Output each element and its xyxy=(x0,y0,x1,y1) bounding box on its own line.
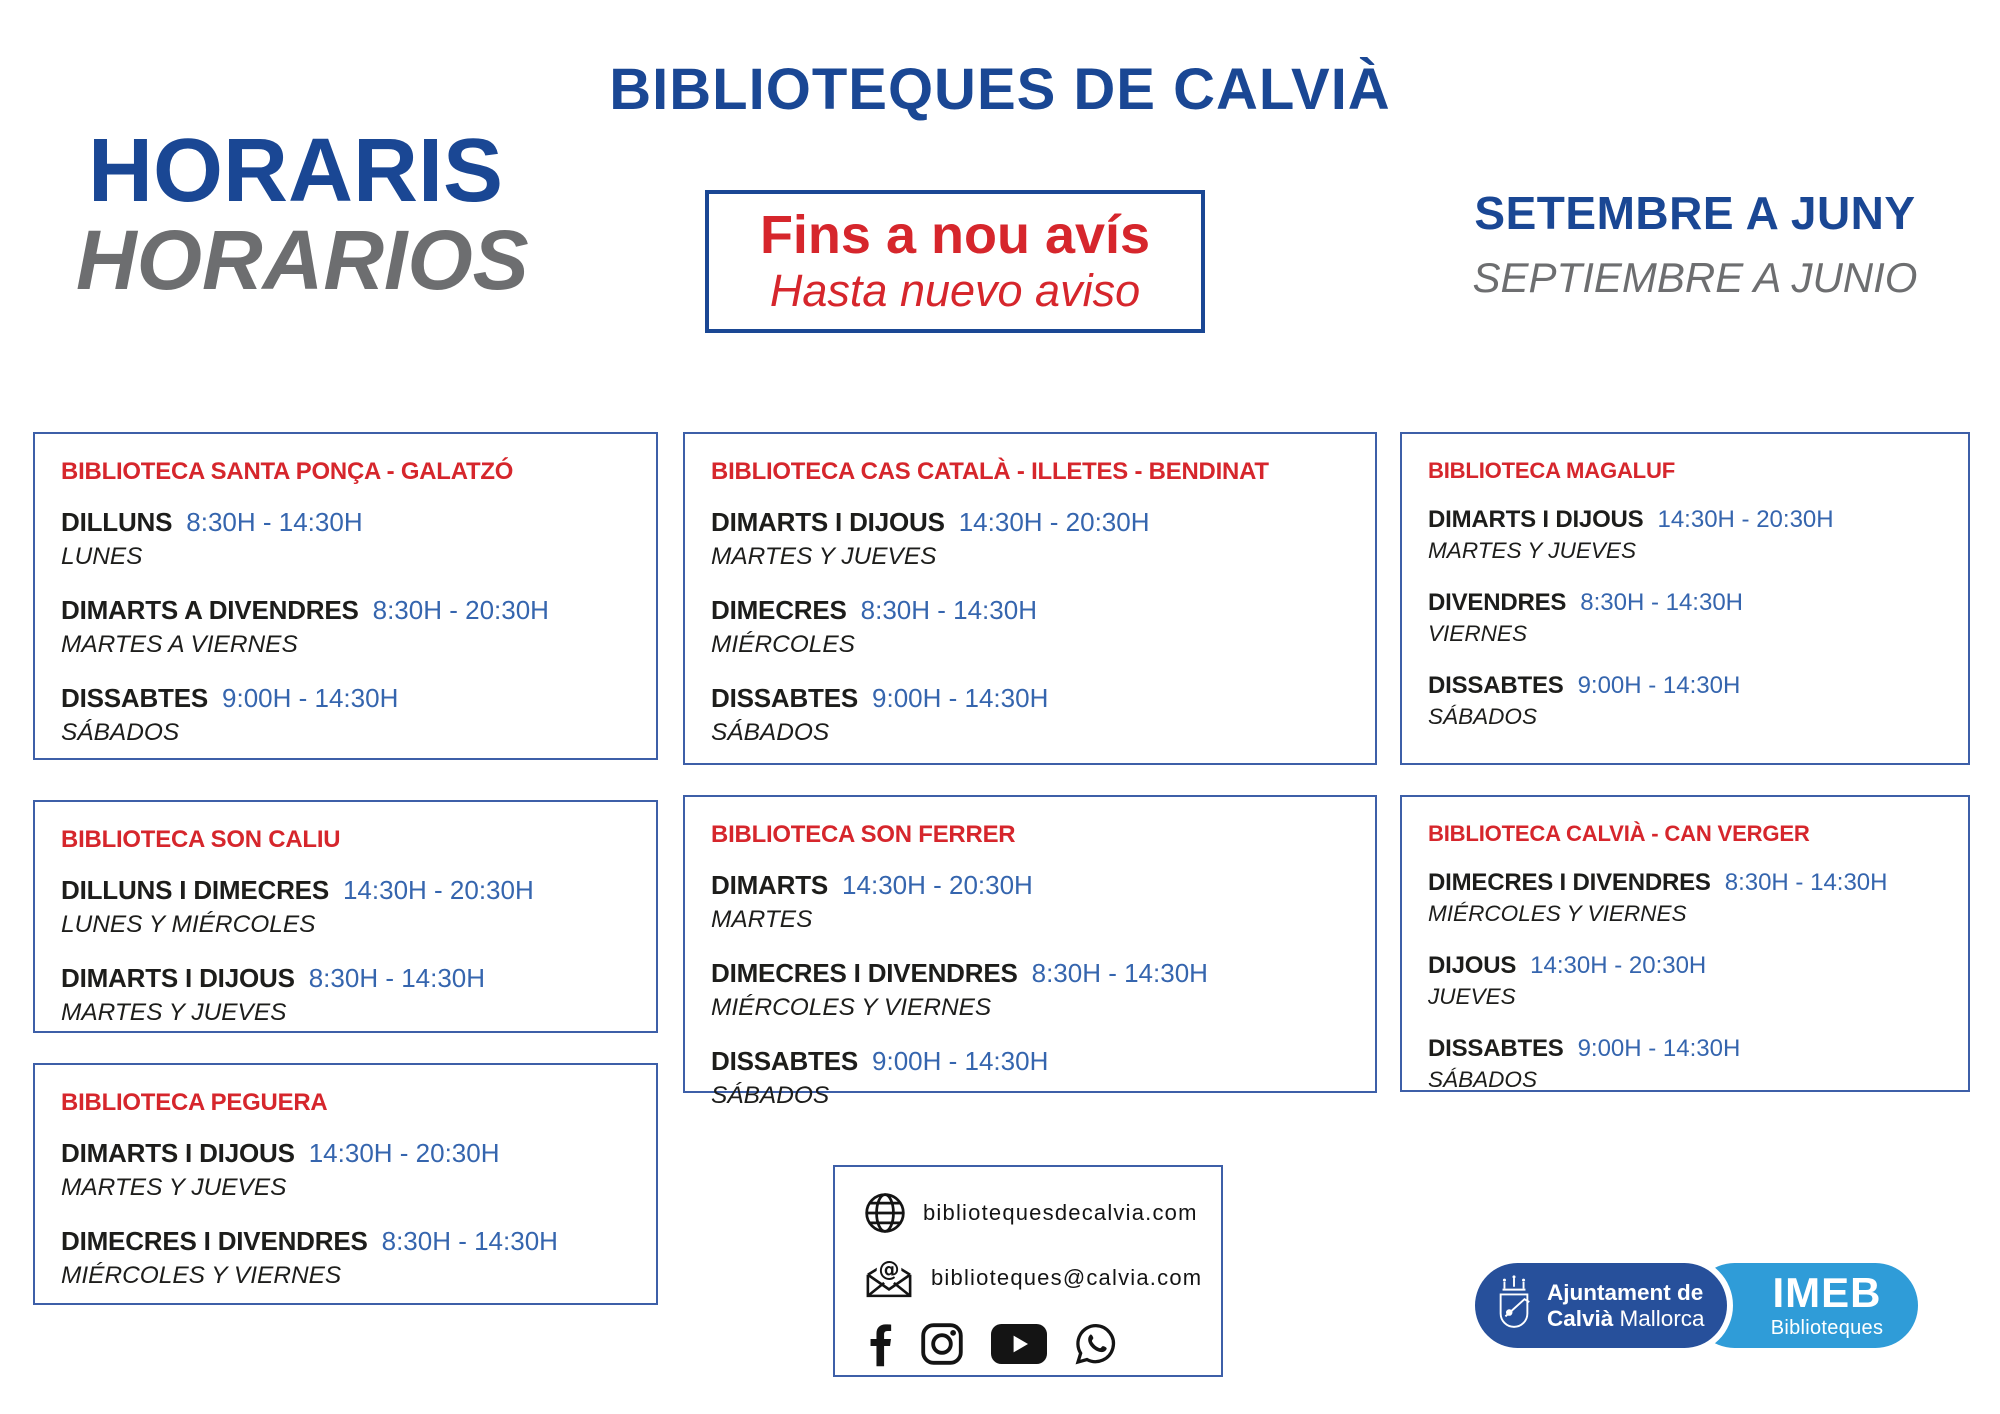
opening-hours: 8:30H - 20:30H xyxy=(372,594,549,625)
opening-hours: 9:00H - 14:30H xyxy=(1577,1035,1741,1063)
days-catalan: DISSABTES xyxy=(711,1045,859,1076)
coat-of-arms-icon xyxy=(1493,1274,1535,1337)
horaris-catalan: HORARIS xyxy=(88,121,504,221)
notice-catalan: Fins a nou avís xyxy=(759,204,1151,265)
schedule-line xyxy=(711,594,1365,628)
days-spanish: SÁBADOS xyxy=(1428,704,1538,730)
youtube-icon[interactable] xyxy=(991,1324,1047,1364)
days-spanish: MIÉRCOLES Y VIERNES xyxy=(61,1261,342,1289)
schedule-entry xyxy=(711,682,1365,747)
facebook-icon[interactable] xyxy=(867,1321,893,1367)
svg-text:@: @ xyxy=(878,1256,900,1282)
days-spanish: MIÉRCOLES xyxy=(711,630,855,658)
schedule-entry xyxy=(1428,587,1958,647)
days-catalan: DIMARTS A DIVENDRES xyxy=(61,594,359,625)
opening-hours: 8:30H - 14:30H xyxy=(1724,869,1888,896)
days-catalan: DISSABTES xyxy=(61,682,209,713)
library-box-magaluf xyxy=(1400,432,1970,765)
days-spanish: MARTES Y JUEVES xyxy=(711,542,937,570)
schedule-line xyxy=(1428,867,1958,898)
schedule-line xyxy=(61,682,646,716)
imeb-logo-subtitle: Biblioteques xyxy=(1770,1316,1884,1339)
opening-hours: 9:00H - 14:30H xyxy=(222,682,399,713)
library-name: BIBLIOTECA MAGALUF xyxy=(1428,458,1675,483)
opening-hours: 14:30H - 20:30H xyxy=(958,507,1150,537)
opening-hours: 8:30H - 14:30H xyxy=(381,1225,558,1256)
library-box-santa-ponca xyxy=(33,432,658,760)
days-spanish: MIÉRCOLES Y VIERNES xyxy=(1428,901,1687,927)
schedule-entry xyxy=(711,594,1365,659)
imeb-logo-title: IMEB xyxy=(1772,1268,1882,1316)
whatsapp-icon[interactable] xyxy=(1073,1321,1119,1367)
contact-box xyxy=(833,1165,1223,1377)
opening-hours: 9:00H - 14:30H xyxy=(872,1045,1049,1076)
days-spanish: SÁBADOS xyxy=(1428,1067,1538,1093)
opening-hours: 9:00H - 14:30H xyxy=(872,682,1049,713)
schedule-entry xyxy=(1428,504,1958,564)
schedule-entry xyxy=(711,957,1365,1022)
library-name: BIBLIOTECA SON CALIU xyxy=(61,826,341,853)
horaris-heading xyxy=(76,121,529,307)
schedule-entry xyxy=(61,506,646,571)
schedule-entry xyxy=(61,594,646,659)
opening-hours: 8:30H - 14:30H xyxy=(186,507,363,537)
season-spanish: SEPTIEMBRE A JUNIO xyxy=(1472,254,1918,301)
schedule-line xyxy=(61,874,646,908)
website-row xyxy=(863,1191,1198,1235)
days-spanish: SÁBADOS xyxy=(711,1081,830,1109)
ajuntament-line1: Ajuntament de xyxy=(1547,1280,1704,1306)
globe-icon xyxy=(863,1191,907,1235)
library-box-son-ferrer xyxy=(683,795,1377,1109)
opening-hours: 8:30H - 14:30H xyxy=(1031,957,1208,988)
days-catalan: DIMARTS I DIJOUS xyxy=(61,962,295,993)
schedule-line xyxy=(61,1225,646,1259)
opening-hours: 9:00H - 14:30H xyxy=(1577,672,1741,700)
days-catalan: DISSABTES xyxy=(711,682,859,713)
ajuntament-line2-rest: Mallorca xyxy=(1613,1305,1705,1331)
days-catalan: DIMECRES I DIVENDRES xyxy=(61,1225,368,1256)
opening-hours: 8:30H - 14:30H xyxy=(1580,589,1743,617)
days-spanish: LUNES Y MIÉRCOLES xyxy=(61,910,316,938)
email-link[interactable]: biblioteques@calvia.com xyxy=(931,1265,1203,1290)
days-catalan: DIMECRES I DIVENDRES xyxy=(1428,869,1711,896)
opening-hours: 14:30H - 20:30H xyxy=(842,870,1033,900)
opening-hours: 8:30H - 14:30H xyxy=(860,594,1037,625)
horaris-spanish: HORARIOS xyxy=(76,213,529,307)
schedule-line xyxy=(711,682,1365,716)
days-catalan: DIMARTS I DIJOUS xyxy=(1428,506,1644,533)
schedule-line xyxy=(1428,670,1958,701)
days-spanish: MARTES Y JUEVES xyxy=(1428,538,1637,564)
library-name: BIBLIOTECA SANTA PONÇA - GALATZÓ xyxy=(61,458,514,485)
library-name: BIBLIOTECA SON FERRER xyxy=(711,821,1016,848)
schedule-entry xyxy=(1428,670,1958,730)
days-catalan: DIMECRES xyxy=(711,594,847,625)
library-box-son-caliu xyxy=(33,800,658,1033)
days-catalan: DIMECRES I DIVENDRES xyxy=(711,957,1018,988)
schedule-entry xyxy=(1428,867,1958,927)
schedule-entry xyxy=(61,874,646,939)
opening-hours: 14:30H - 20:30H xyxy=(1530,952,1707,980)
opening-hours: 14:30H - 20:30H xyxy=(342,875,534,905)
website-link[interactable]: bibliotequesdecalvia.com xyxy=(923,1200,1198,1225)
library-box-calvia-can-verger xyxy=(1400,795,1970,1092)
season-catalan: SETEMBRE A JUNY xyxy=(1474,187,1916,239)
schedule-entry xyxy=(711,506,1365,571)
schedule-entry xyxy=(61,1225,646,1290)
opening-hours: 8:30H - 14:30H xyxy=(308,962,486,993)
schedule-line xyxy=(61,962,646,996)
ajuntament-logo-text xyxy=(1547,1280,1705,1330)
days-spanish: JUEVES xyxy=(1428,984,1516,1010)
schedule-line xyxy=(61,506,646,540)
schedule-line xyxy=(1428,1033,1958,1064)
page-title: BIBLIOTEQUES DE CALVIÀ xyxy=(609,57,1391,122)
schedule-line xyxy=(711,869,1365,903)
schedule-entry xyxy=(711,869,1365,934)
days-spanish: SÁBADOS xyxy=(61,718,180,746)
instagram-icon[interactable] xyxy=(919,1321,965,1367)
schedule-entry xyxy=(61,1137,646,1202)
days-catalan: DILLUNS I DIMECRES xyxy=(61,875,329,905)
social-icons-row xyxy=(863,1321,1195,1367)
days-spanish: MIÉRCOLES Y VIERNES xyxy=(711,993,992,1021)
library-name: BIBLIOTECA CAS CATALÀ - ILLETES - BENDINAT xyxy=(711,458,1269,485)
email-row xyxy=(863,1255,1203,1301)
days-spanish: MARTES Y JUEVES xyxy=(61,998,287,1026)
library-box-peguera xyxy=(33,1063,658,1305)
schedule-line xyxy=(1428,587,1958,618)
library-name: BIBLIOTECA PEGUERA xyxy=(61,1089,328,1116)
schedule-line xyxy=(1428,950,1958,981)
library-name: BIBLIOTECA CALVIÀ - CAN VERGER xyxy=(1428,821,1810,846)
schedule-entry xyxy=(1428,1033,1958,1093)
schedule-line xyxy=(711,506,1365,540)
schedule-line xyxy=(711,957,1365,991)
schedule-line xyxy=(61,594,646,628)
schedule-line xyxy=(1428,504,1958,535)
days-spanish: VIERNES xyxy=(1428,621,1527,647)
days-spanish: SÁBADOS xyxy=(711,718,830,746)
days-spanish: LUNES xyxy=(61,542,143,570)
days-spanish: MARTES A VIERNES xyxy=(61,630,298,658)
email-icon xyxy=(863,1255,915,1301)
days-catalan: DIMARTS xyxy=(711,870,829,900)
schedule-line xyxy=(711,1045,1365,1079)
schedule-line xyxy=(61,1137,646,1171)
library-box-cas-catala xyxy=(683,432,1377,765)
ajuntament-line2-bold: Calvià xyxy=(1547,1305,1614,1331)
days-catalan: DIJOUS xyxy=(1428,952,1517,980)
season-heading xyxy=(1450,186,1940,302)
days-catalan: DIVENDRES xyxy=(1428,589,1567,617)
opening-hours: 14:30H - 20:30H xyxy=(308,1138,500,1168)
opening-hours: 14:30H - 20:30H xyxy=(1657,506,1834,533)
notice-box xyxy=(705,190,1205,333)
days-spanish: MARTES xyxy=(711,905,813,933)
notice-spanish: Hasta nuevo aviso xyxy=(769,265,1141,317)
schedule-entry xyxy=(1428,950,1958,1010)
schedule-entry xyxy=(711,1045,1365,1110)
days-catalan: DIMARTS I DIJOUS xyxy=(711,507,945,537)
schedule-entry xyxy=(61,962,646,1027)
days-catalan: DISSABTES xyxy=(1428,672,1564,700)
days-catalan: DILLUNS xyxy=(61,507,173,537)
days-spanish: MARTES Y JUEVES xyxy=(61,1173,287,1201)
ajuntament-logo xyxy=(1475,1263,1727,1348)
schedule-entry xyxy=(61,682,646,747)
days-catalan: DIMARTS I DIJOUS xyxy=(61,1138,295,1168)
days-catalan: DISSABTES xyxy=(1428,1035,1564,1063)
